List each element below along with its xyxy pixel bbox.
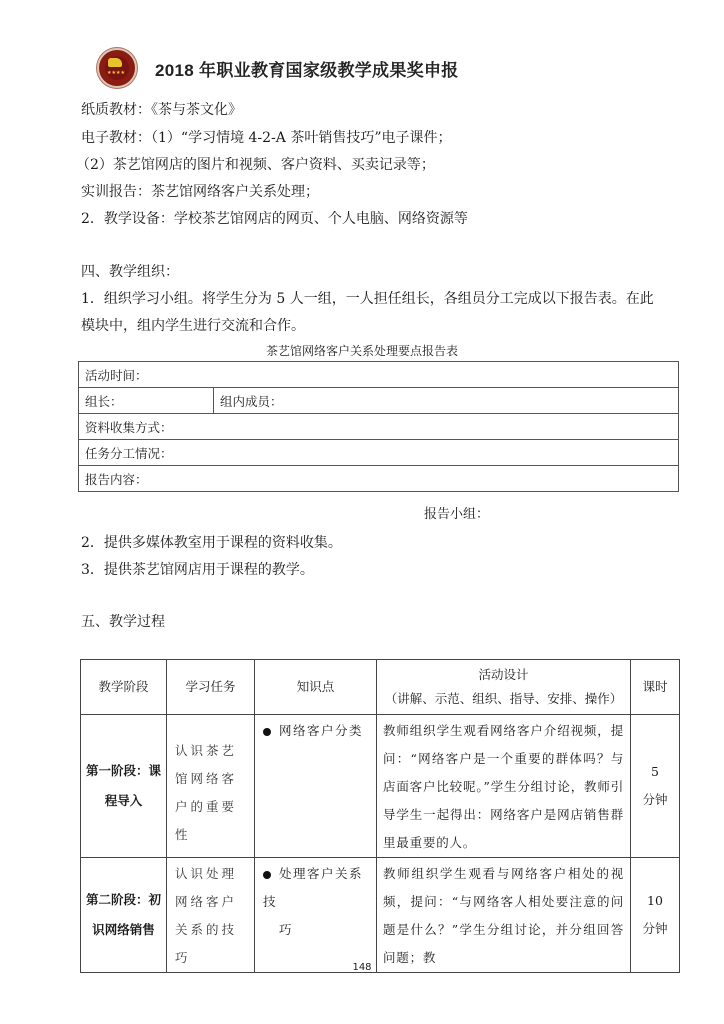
activity-cell <box>377 858 631 973</box>
stage-cell <box>81 858 167 973</box>
page-header-title: 2018 年职业教育国家级教学成果奖申报 <box>155 61 459 80</box>
header-stage: 教学阶段 <box>81 660 167 715</box>
hours-cell <box>631 858 680 973</box>
hours-unit: 分钟 <box>642 792 668 807</box>
section4-heading: 四、教学组织： <box>81 264 179 280</box>
report-cell-collect: 资料收集方式： <box>79 414 679 440</box>
school-emblem-logo <box>97 48 137 88</box>
report-cell-leader: 组长： <box>79 388 214 414</box>
report-row-collect <box>79 414 679 440</box>
stars-icon: ★★★★ <box>107 70 125 76</box>
stage-line1: 第二阶段：初 <box>85 892 161 907</box>
bullet-icon <box>263 728 271 736</box>
section4-item3: 3．提供茶艺馆网店用于课程的教学。 <box>81 562 314 578</box>
header-activity-sub: （讲解、示范、组织、指导、安排、操作） <box>384 691 623 706</box>
report-table-caption: 茶艺馆网络客户关系处理要点报告表 <box>265 344 458 358</box>
report-cell-division: 任务分工情况： <box>79 440 679 466</box>
report-row-division <box>79 440 679 466</box>
teaching-process-table <box>80 659 680 973</box>
knowledge-text-cont: 巧 <box>279 922 294 937</box>
page-number: 148 <box>352 962 372 973</box>
section4-para-line2: 模块中，组内学生进行交流和合作。 <box>81 318 305 334</box>
header-activity-title: 活动设计 <box>478 667 529 682</box>
hours-cell <box>631 715 680 858</box>
hours-number: 5 <box>651 764 659 779</box>
knowledge-cell <box>255 858 377 973</box>
activity-text: 教师组织学生观看与网络客户相处的视频，提问：“与网络客人相处要注意的问题是什么？”学生分组讨论，并分组回答问题；教 <box>383 866 624 965</box>
material-paper: 纸质教材：《茶与茶文化》 <box>81 102 242 118</box>
material-report: 实训报告：茶艺馆网络客户关系处理； <box>81 184 319 200</box>
report-cell-content: 报告内容： <box>79 466 679 492</box>
report-table <box>78 361 679 492</box>
teaching-equipment: 2．教学设备：学校茶艺馆网店的网页、个人电脑、网络资源等 <box>81 211 468 227</box>
material-electronic-1: 电子教材：（1）“学习情境 4-2-A 茶叶销售技巧”电子课件； <box>81 130 452 146</box>
header-activity <box>377 660 631 715</box>
section4-para-line1: 1．组织学习小组。将学生分为 5 人一组，一人担任组长，各组员分工完成以下报告表。在此 <box>81 291 654 307</box>
table-row <box>81 715 680 858</box>
header-hours: 课时 <box>631 660 680 715</box>
task-cell: 认识茶艺馆网络客户的重要性 <box>167 715 255 858</box>
activity-cell: 教师组织学生观看网络客户介绍视频，提问：“网络客户是一个重要的群体吗？与店面客户比较呢。”学生分组讨论，教师引导学生一起得出：网络客户是网店销售群里最重要的人。 <box>377 715 631 858</box>
stage-line2: 识网络销售 <box>92 922 155 937</box>
report-group-label: 报告小组： <box>424 507 490 522</box>
stage-line1: 第一阶段：课 <box>85 763 161 778</box>
knowledge-text: 网络客户分类 <box>279 723 364 738</box>
section5-heading: 五、教学过程 <box>81 614 165 630</box>
knowledge-text: 处理客户关系技 <box>263 866 364 909</box>
knowledge-cell <box>255 715 377 858</box>
header-knowledge: 知识点 <box>255 660 377 715</box>
table-row <box>81 858 680 973</box>
report-row-group <box>79 388 679 414</box>
table-header-row <box>81 660 680 715</box>
hours-unit: 分钟 <box>642 921 668 936</box>
stage-line2: 程导入 <box>104 793 143 808</box>
material-electronic-2: （2）茶艺馆网店的图片和视频、客户资料、买卖记录等； <box>76 157 435 173</box>
task-cell: 认识处理网络客户关系的技巧 <box>167 858 255 973</box>
hours-number: 10 <box>647 893 663 908</box>
report-cell-time: 活动时间： <box>79 362 679 388</box>
section4-item2: 2．提供多媒体教室用于课程的资料收集。 <box>81 535 342 551</box>
report-cell-members: 组内成员： <box>214 388 679 414</box>
header-task: 学习任务 <box>167 660 255 715</box>
stage-cell <box>81 715 167 858</box>
report-row-content <box>79 466 679 492</box>
horse-icon <box>108 58 122 67</box>
bullet-icon <box>263 871 271 879</box>
report-row-time <box>79 362 679 388</box>
